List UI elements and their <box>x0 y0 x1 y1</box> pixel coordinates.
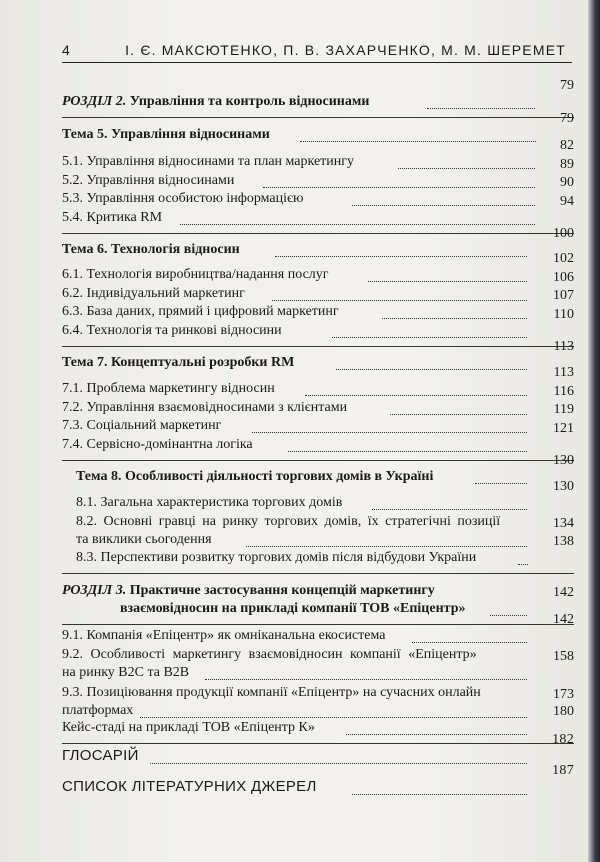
toc-page-number: 138 <box>553 534 574 549</box>
toc-entry-title: 8.3. Перспективи розвитку торгових домів після відбудови України <box>76 550 477 565</box>
page-number: 4 <box>62 42 71 58</box>
dot-leader <box>352 794 527 795</box>
toc-page-number: 113 <box>553 365 574 380</box>
toc-entry-title: 6.4. Технологія та ринкові відносини <box>62 323 282 338</box>
dot-leader <box>180 224 535 225</box>
section-prefix: РОЗДІЛ 2. <box>62 94 127 109</box>
toc-page-number: 110 <box>553 307 574 322</box>
toc-page-number: 130 <box>553 453 574 468</box>
toc-page-number: 102 <box>553 251 574 266</box>
toc-entry-title: 6.1. Технологія виробництва/надання послуг <box>62 267 329 282</box>
dot-leader <box>368 281 527 282</box>
dot-leader <box>412 642 527 643</box>
toc-page-number: 142 <box>553 585 574 600</box>
toc-page-number: 89 <box>560 157 574 172</box>
dot-leader <box>252 432 527 433</box>
running-header <box>62 40 572 63</box>
section-divider <box>62 743 574 744</box>
toc-entry-title: Тема 6. Технологія відносин <box>62 242 240 257</box>
dot-leader <box>346 734 527 735</box>
dot-leader <box>140 717 527 718</box>
toc-page-number: 107 <box>553 288 574 303</box>
toc-page-number: 116 <box>553 384 574 399</box>
dot-leader <box>390 414 527 415</box>
toc-entry-title: 8.2. Основні гравці на ринку торгових домів, їх стратегічні позиції <box>76 514 501 529</box>
toc-entry-title: 6.3. База даних, прямий і цифровий маркетинг <box>62 304 339 319</box>
dot-leader <box>490 615 527 616</box>
toc-entry-title: 5.1. Управління відносинами та план маркетингу <box>62 154 355 169</box>
dot-leader <box>398 168 535 169</box>
toc-entry-title: Тема 5. Управління відносинами <box>62 127 270 142</box>
toc-page-number: 121 <box>553 421 574 436</box>
toc-page-number: 180 <box>553 704 574 719</box>
toc-entry-title: Кейс-стаді на прикладі ТОВ «Епіцентр К» <box>62 720 315 735</box>
toc-entry-title: СПИСОК ЛІТЕРАТУРНИХ ДЖЕРЕЛ <box>62 778 317 795</box>
toc-page-number: 119 <box>553 402 574 417</box>
toc-entry-title: 9.2. Особливості маркетингу взаємовідносин компанії «Епіцентр» <box>62 647 477 662</box>
toc-entry-title: платформах <box>62 703 134 718</box>
toc-entry-title: Тема 7. Концептуальні розробки RM <box>62 355 295 370</box>
toc-page-number: 79 <box>560 78 574 93</box>
toc-entry-title: 9.1. Компанія «Епіцентр» як омніканальна екосистема <box>62 628 386 643</box>
toc-entry-title: та виклики сьогодення <box>76 532 212 547</box>
dot-leader <box>352 205 535 206</box>
section-prefix: РОЗДІЛ 3. <box>62 583 127 598</box>
toc-entry-title: 7.2. Управління взаємовідносинами з клієнтами <box>62 400 348 415</box>
dot-leader <box>336 369 527 370</box>
toc-entry-title: 5.4. Критика RM <box>62 210 163 225</box>
toc-entry-title: на ринку B2C та B2B <box>62 665 190 680</box>
section-divider <box>62 233 574 234</box>
page-edge-shadow <box>588 0 600 862</box>
dot-leader <box>275 256 527 257</box>
toc-page-number: 90 <box>560 175 574 190</box>
toc-entry-title: Тема 8. Особливості діяльності торгових домів в Україні <box>76 469 434 484</box>
toc-page-number: 173 <box>553 687 574 702</box>
dot-leader <box>150 763 527 764</box>
section-divider <box>62 460 574 461</box>
toc-page-number: 100 <box>553 226 574 241</box>
toc-page-number: 130 <box>553 479 574 494</box>
toc-entry-title: 7.1. Проблема маркетингу відносин <box>62 381 275 396</box>
dot-leader <box>300 141 536 142</box>
dot-leader <box>205 679 527 680</box>
toc-page-number: 134 <box>553 516 574 531</box>
dot-leader <box>246 546 527 547</box>
toc-page-number: 182 <box>552 732 574 747</box>
toc-entry-title: 5.3. Управління особистою інформацією <box>62 191 304 206</box>
toc-page-number: 187 <box>552 763 574 778</box>
toc-entry-title: 7.4. Сервісно-домінантна логіка <box>62 437 253 452</box>
dot-leader <box>305 395 527 396</box>
dot-leader <box>372 509 527 510</box>
toc-entry-title: 9.3. Позиціювання продукції компанії «Епіцентр» на сучасних онлайн <box>62 685 481 700</box>
authors-line: І. Є. МАКСЮТЕНКО, П. В. ЗАХАРЧЕНКО, М. М. ШЕРЕМЕТ <box>125 42 566 58</box>
dot-leader <box>427 108 535 109</box>
toc-entry-title: 6.2. Індивідуальний маркетинг <box>62 286 245 301</box>
dot-leader <box>382 318 527 319</box>
section-divider <box>62 346 574 347</box>
dot-leader <box>475 483 527 484</box>
toc-page-number: 94 <box>560 194 574 209</box>
toc-page-number: 113 <box>553 339 574 354</box>
toc-entry-title: 7.3. Соціальний маркетинг <box>62 418 222 433</box>
toc-entry-title: ГЛОСАРІЙ <box>62 747 139 764</box>
toc-page-number: 158 <box>553 649 574 664</box>
section-divider <box>62 117 574 118</box>
toc-entry-title: Управління та контроль відносинами <box>126 94 370 109</box>
toc-page-number: 106 <box>553 270 574 285</box>
dot-leader <box>288 451 527 452</box>
toc-page-number: 142 <box>553 612 574 627</box>
toc-entry-title: взаємовідносин на прикладі компанії ТОВ «Епіцентр» <box>120 601 466 616</box>
toc-page-number: 82 <box>560 138 574 153</box>
toc-entry-title: Практичне застосування концепцій маркетингу <box>126 583 435 598</box>
section-divider <box>62 624 574 625</box>
section-divider <box>62 573 574 574</box>
dot-leader <box>272 300 527 301</box>
dot-leader <box>263 187 535 188</box>
dot-leader <box>518 564 528 565</box>
toc-page-number: 79 <box>560 111 574 126</box>
dot-leader <box>332 337 527 338</box>
toc-entry-title: 5.2. Управління відносинами <box>62 173 235 188</box>
toc-entry-title: 8.1. Загальна характеристика торгових домів <box>76 495 343 510</box>
